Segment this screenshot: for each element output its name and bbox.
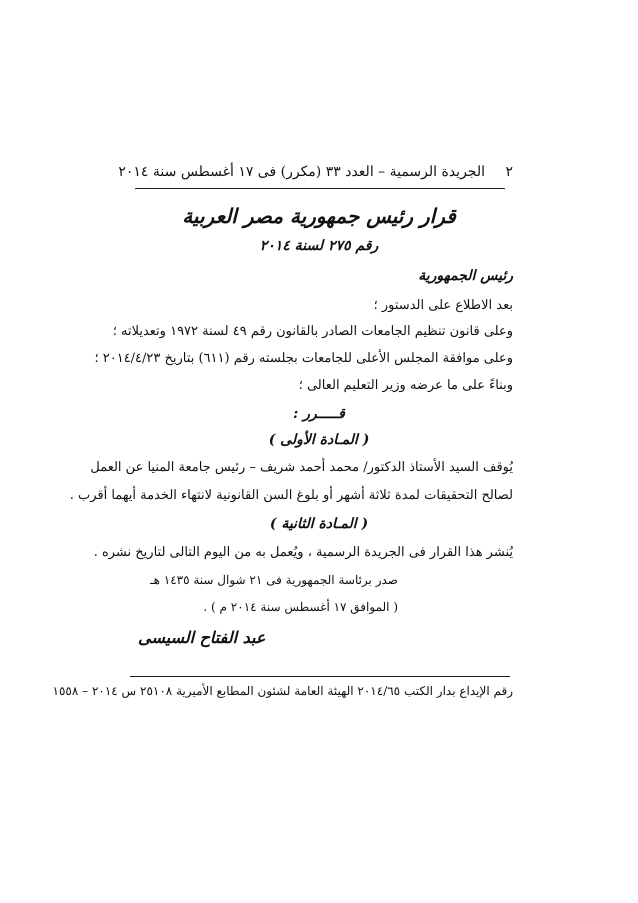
preamble-line: بعد الاطلاع على الدستور ؛ (373, 298, 513, 313)
decree-title: قرار رئيس جمهورية مصر العربية (182, 204, 456, 228)
footer-rule (130, 676, 510, 677)
article1-line: يُوقف السيد الأستاذ الدكتور/ محمد أحمد شريف – رئيس جامعة المنيا عن العمل (90, 460, 513, 475)
preamble-line: وعلى موافقة المجلس الأعلى للجامعات بجلسته رقم (٦١١) بتاريخ ٢٠١٤/٤/٢٣ ؛ (94, 351, 513, 366)
article2-heading: ( المـادة الثانية ) (269, 516, 369, 532)
signature: عبد الفتاح السيسى (138, 628, 266, 647)
article1-heading: ( المـادة الأولى ) (268, 432, 370, 448)
gazette-header-text: الجريدة الرسمية – العدد ٣٣ (مكرر) فى ١٧ أغسطس سنة ٢٠١٤ (118, 164, 485, 180)
article2-line: يُنشر هذا القرار فى الجريدة الرسمية ، ويُعمل به من اليوم التالى لتاريخ نشره . (93, 545, 513, 560)
corresponding-date: ( الموافق ١٧ أغسطس سنة ٢٠١٤ م ) . (203, 600, 398, 614)
decree-number: رقم ٢٧٥ لسنة ٢٠١٤ (259, 238, 379, 254)
footer-text: رقم الإيداع بدار الكتب ٢٠١٤/٦٥ الهيئة العامة لشئون المطابع الأميرية ٢٥١٠٨ س ٢٠١٤ – ١٥٥٨ (52, 684, 513, 698)
header-rule (135, 188, 505, 189)
preamble-line: وبناءً على ما عرضه وزير التعليم العالى ؛ (298, 378, 513, 393)
page-number: ٢ (505, 164, 513, 180)
decided-heading: قـــــرر : (293, 406, 345, 422)
preamble-line: وعلى قانون تنظيم الجامعات الصادر بالقانون رقم ٤٩ لسنة ١٩٧٢ وتعديلاته ؛ (112, 324, 513, 339)
issued-date: صدر برئاسة الجمهورية فى ٢١ شوال سنة ١٤٣٥ هـ (150, 573, 398, 587)
page-header (118, 164, 513, 186)
article1-line: لصالح التحقيقات لمدة ثلاثة أشهر أو بلوغ السن القانونية لانتهاء الخدمة أيهما أقرب . (69, 488, 513, 503)
issuer-heading: رئيس الجمهورية (418, 268, 513, 284)
